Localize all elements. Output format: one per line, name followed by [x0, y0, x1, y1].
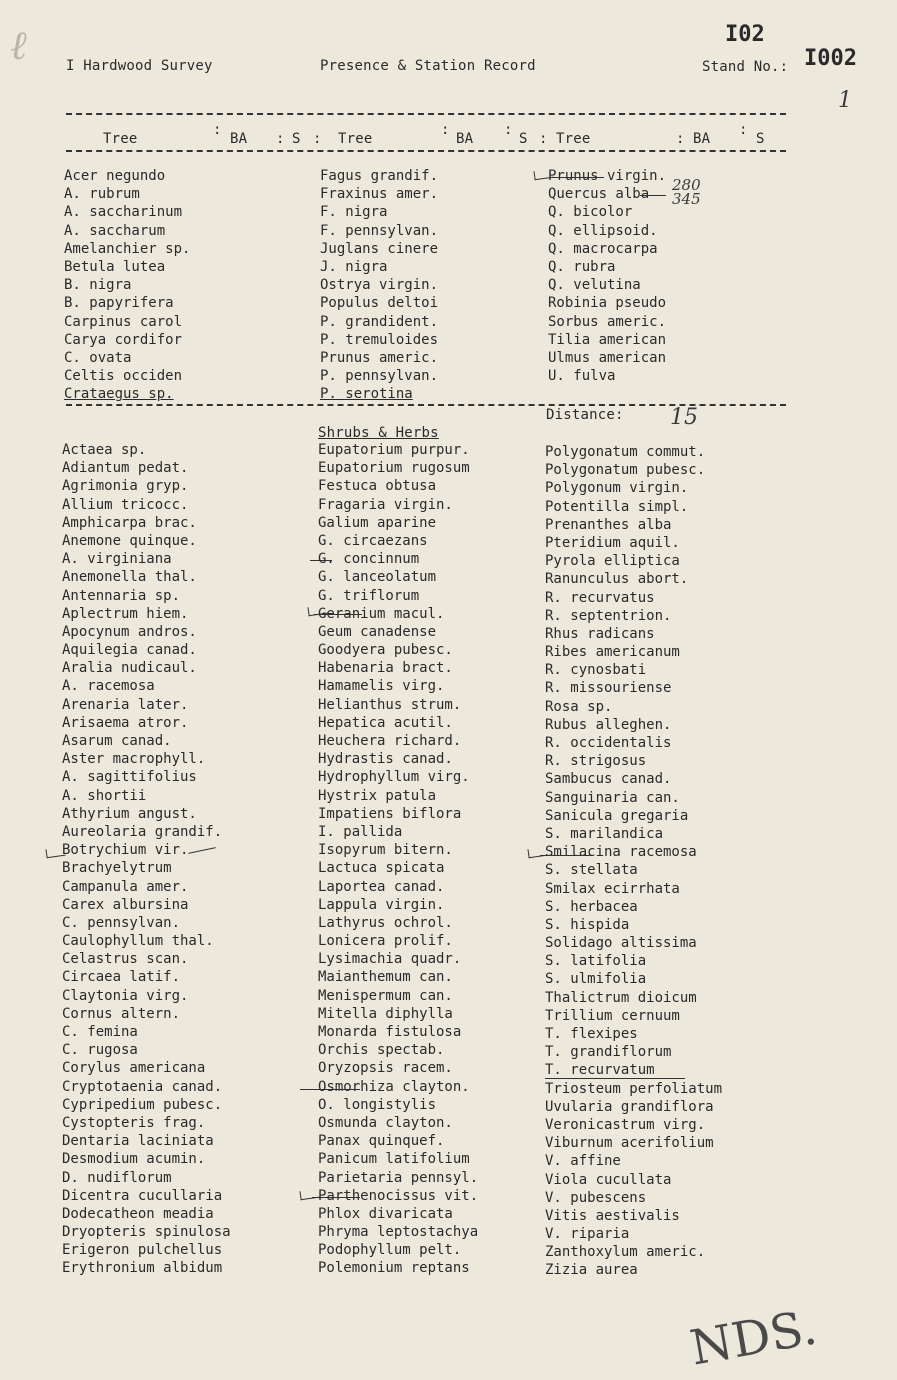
tree-entry: U. fulva — [548, 368, 616, 385]
herb-entry: Parietaria pennsyl. — [318, 1169, 479, 1186]
herb-entry: Dentaria laciniata — [62, 1133, 214, 1150]
herb-entry: Corylus americana — [62, 1060, 206, 1077]
herb-entry: Polygonatum commut. — [545, 444, 706, 460]
tree-entry: B. nigra — [64, 277, 132, 294]
herb-entry: Thalictrum dioicum — [545, 989, 697, 1006]
herb-entry: Erythronium albidum — [62, 1260, 223, 1277]
tree-entry: Prunus virgin. — [548, 168, 667, 184]
herb-entry: Cornus altern. — [62, 1005, 181, 1022]
herb-entry: Isopyrum bitern. — [318, 842, 453, 859]
herb-entry: Aplectrum hiem. — [62, 605, 189, 622]
herb-entry: Fragaria virgin. — [318, 496, 453, 513]
herb-entry: Lappula virgin. — [318, 896, 445, 913]
herb-entry: Cryptotaenia canad. — [62, 1078, 223, 1095]
herb-entry: A. sagittifolius — [62, 769, 197, 786]
tree-entry: Carya cordifor — [64, 331, 183, 348]
herb-entry: Monarda fistulosa — [318, 1024, 462, 1040]
herb-entry: R. occidentalis — [545, 735, 672, 751]
herb-entry: R. cynosbati — [545, 662, 647, 679]
tree-entry: P. pennsylvan. — [320, 368, 439, 385]
tree-entry: P. tremuloides — [320, 331, 439, 348]
herb-entry: Trillium cernuum — [545, 1007, 680, 1024]
header-sep: : — [539, 131, 548, 147]
survey-name: I Hardwood Survey — [66, 58, 213, 74]
herb-entry: Smilax ecirrhata — [545, 880, 680, 897]
header-rule-top — [66, 113, 786, 115]
tree-entry: Prunus americ. — [320, 349, 439, 366]
tree-list-col3 — [548, 167, 666, 385]
tree-list-col2 — [320, 167, 438, 403]
herb-entry: Aureolaria grandif. — [62, 823, 223, 840]
herb-entry: Podophyllum pelt. — [318, 1242, 462, 1259]
herb-entry: Eupatorium purpur. — [318, 442, 470, 458]
herb-entry: I. pallida — [318, 823, 403, 840]
herb-entry: C. femina — [62, 1024, 138, 1040]
herb-entry: Brachyelytrum — [62, 860, 172, 877]
herb-entry: Phryma leptostachya — [318, 1224, 479, 1241]
herb-entry: Rhus radicans — [545, 625, 655, 642]
tree-entry: P. grandident. — [320, 313, 439, 330]
herb-entry: Viburnum acerifolium — [545, 1135, 714, 1152]
herb-entry: Anemonella thal. — [62, 569, 197, 586]
herb-entry: Hamamelis virg. — [318, 678, 445, 695]
tree-entry: P. serotina — [320, 386, 413, 403]
strike-mark — [312, 1197, 360, 1198]
tree-entry: F. pennsylvan. — [320, 222, 439, 239]
check-mark — [299, 1189, 319, 1201]
header-ba-2: BA — [456, 131, 474, 147]
herb-entry: Galium aparine — [318, 514, 437, 531]
herb-entry: A. racemosa — [62, 678, 155, 695]
header-sep: : — [504, 122, 513, 138]
herb-entry: R. missouriense — [545, 680, 672, 697]
herb-entry: Helianthus strum. — [318, 696, 462, 713]
stand-stamp: I02 — [725, 22, 765, 47]
herb-entry: S. herbacea — [545, 898, 638, 915]
herb-entry: Caulophyllum thal. — [62, 933, 214, 950]
reviewer-signature: NDS. — [686, 1299, 821, 1377]
header-tree-1: Tree — [103, 131, 138, 147]
herb-list-col1 — [62, 441, 231, 1278]
herb-entry: Veronicastrum virg. — [545, 1116, 706, 1133]
herb-entry: Aquilegia canad. — [62, 642, 197, 659]
header-sep: : — [739, 122, 748, 138]
herb-entry: D. nudiflorum — [62, 1169, 172, 1186]
distance-label: Distance: — [546, 407, 624, 423]
herb-entry: Vitis aestivalis — [545, 1207, 680, 1224]
herb-entry: T. grandiflorum — [545, 1044, 672, 1061]
strike-mark — [314, 614, 362, 615]
herb-entry: Pyrola elliptica — [545, 553, 680, 570]
tree-entry: Betula lutea — [64, 258, 166, 275]
tree-entry: F. nigra — [320, 204, 388, 221]
herb-entry: S. latifolia — [545, 953, 647, 970]
herb-entry: Hepatica acutil. — [318, 714, 453, 731]
header-s-3: S — [756, 131, 765, 147]
header-sep: : — [213, 122, 222, 138]
tree-entry: A. saccharinum — [64, 204, 183, 221]
herb-entry: Aster macrophyll. — [62, 751, 206, 768]
tree-entry: Juglans cinere — [320, 240, 439, 257]
herb-entry: Lonicera prolif. — [318, 933, 453, 950]
herb-entry: Goodyera pubesc. — [318, 642, 453, 659]
herb-entry: V. riparia — [545, 1226, 630, 1243]
herb-entry: Lathyrus ochrol. — [318, 914, 453, 931]
tree-entry: Q. velutina — [548, 277, 641, 294]
alba-note-line-1: 280 — [672, 176, 701, 194]
herb-entry: Solidago altissima — [545, 935, 697, 952]
herb-entry: Panax quinquef. — [318, 1133, 445, 1150]
herb-entry: Viola cucullata — [545, 1171, 672, 1188]
herb-entry: C. rugosa — [62, 1042, 138, 1059]
herb-entry: Oryzopsis racem. — [318, 1060, 453, 1077]
herb-entry: Sambucus canad. — [545, 771, 672, 788]
herb-entry: Cystopteris frag. — [62, 1114, 206, 1131]
dash-mark — [640, 195, 666, 196]
herb-entry: Adiantum pedat. — [62, 460, 189, 477]
header-ba-1: BA — [230, 131, 248, 147]
herb-entry: G. concinnum — [318, 551, 420, 568]
strike-mark — [552, 177, 604, 178]
herb-entry: Dryopteris spinulosa — [62, 1224, 231, 1241]
herb-entry: T. flexipes — [545, 1026, 638, 1042]
alba-note — [672, 178, 701, 206]
herb-entry: R. septentrion. — [545, 607, 672, 624]
herb-entry: Sanguinaria can. — [545, 789, 680, 806]
tree-entry: Ulmus american — [548, 349, 667, 366]
herb-list-col3 — [545, 443, 722, 1280]
herb-entry: Festuca obtusa — [318, 478, 437, 495]
herb-entry: Eupatorium rugosum — [318, 460, 470, 477]
herb-entry: Geum canadense — [318, 623, 437, 640]
tree-entry: Amelanchier sp. — [64, 240, 191, 257]
herb-entry: Sanicula gregaria — [545, 807, 689, 824]
herb-entry: Desmodium acumin. — [62, 1151, 206, 1168]
herb-entry: Orchis spectab. — [318, 1042, 445, 1059]
herb-entry: S. hispida — [545, 916, 630, 933]
herb-entry: Hystrix patula — [318, 787, 437, 804]
herb-entry: Rubus alleghen. — [545, 716, 672, 733]
tree-entry: J. nigra — [320, 258, 388, 275]
strike-mark — [300, 1089, 360, 1090]
header-tree-2: Tree — [338, 131, 373, 147]
herb-entry: Menispermum can. — [318, 987, 453, 1004]
herb-entry: Uvularia grandiflora — [545, 1098, 714, 1115]
herb-entry: Arenaria later. — [62, 696, 189, 713]
herb-entry: Amphicarpa brac. — [62, 514, 197, 531]
herb-entry: Heuchera richard. — [318, 733, 462, 749]
herb-entry: O. longistylis — [318, 1096, 437, 1113]
tree-entry: Q. bicolor — [548, 204, 633, 221]
header-sep: : — [276, 131, 285, 147]
herb-entry: Allium tricocc. — [62, 496, 189, 513]
alba-note-line-2: 345 — [672, 190, 701, 208]
herb-entry: R. strigosus — [545, 753, 647, 770]
shrubs-herbs-heading: Shrubs & Herbs — [318, 425, 439, 441]
tree-entry: Robinia pseudo — [548, 295, 667, 312]
tree-entry: Fagus grandif. — [320, 168, 439, 184]
herb-entry: Zizia aurea — [545, 1262, 638, 1279]
herb-entry: Actaea sp. — [62, 442, 147, 458]
tree-entry: Fraxinus amer. — [320, 186, 439, 203]
herb-entry: Triosteum perfoliatum — [545, 1080, 723, 1097]
tree-list-col1 — [64, 167, 190, 403]
herb-entry: Mitella diphylla — [318, 1005, 453, 1022]
herb-entry: S. stellata — [545, 862, 638, 879]
herb-entry: Laportea canad. — [318, 878, 445, 895]
strike-mark — [540, 855, 592, 856]
herb-entry: Botrychium vir. — [62, 842, 189, 859]
tree-entry: Q. rubra — [548, 258, 616, 275]
herb-entry: Athyrium angust. — [62, 805, 197, 822]
herb-entry: Asarum canad. — [62, 733, 172, 749]
herb-entry: Celastrus scan. — [62, 951, 189, 968]
header-sep: : — [441, 122, 450, 138]
herb-entry: Impatiens biflora — [318, 805, 462, 822]
herb-entry: Anemone quinque. — [62, 532, 197, 549]
herb-entry: Rosa sp. — [545, 698, 613, 715]
tree-entry: Celtis occiden — [64, 368, 183, 385]
herb-entry: Lactuca spicata — [318, 860, 445, 877]
herb-entry: Ranunculus abort. — [545, 571, 689, 588]
herb-entry: Maianthemum can. — [318, 969, 453, 986]
herb-entry: G. circaezans — [318, 532, 428, 549]
header-sep: : — [676, 131, 685, 147]
tree-entry: Tilia american — [548, 331, 667, 348]
stand-number-value: I002 — [804, 46, 857, 71]
herb-entry: Hydrastis canad. — [318, 751, 453, 768]
herb-entry: Polygonatum pubesc. — [545, 462, 706, 479]
herb-entry: Osmorhiza clayton. — [318, 1078, 470, 1095]
distance-value: 15 — [670, 405, 698, 430]
header-rule-bottom — [66, 150, 786, 152]
herb-entry: S. marilandica — [545, 825, 664, 842]
stand-number-extra: 1 — [838, 88, 852, 113]
herb-entry: Aralia nudicaul. — [62, 660, 197, 677]
herb-entry: Ribes americanum — [545, 644, 680, 661]
tree-entry: Sorbus americ. — [548, 313, 667, 330]
herb-entry: Zanthoxylum americ. — [545, 1244, 706, 1261]
tree-entry: A. rubrum — [64, 186, 140, 203]
herb-entry: Hydrophyllum virg. — [318, 769, 470, 786]
herb-entry: Osmunda clayton. — [318, 1114, 453, 1131]
strike-mark — [310, 560, 332, 561]
herb-entry: Agrimonia gryp. — [62, 478, 189, 495]
herb-entry: Parthenocissus vit. — [318, 1187, 479, 1204]
herb-entry: C. pennsylvan. — [62, 914, 181, 931]
herb-entry: Apocynum andros. — [62, 623, 197, 640]
herb-entry: Cypripedium pubesc. — [62, 1096, 223, 1113]
herb-entry: A. virginiana — [62, 551, 172, 568]
header-tree-3: Tree — [556, 131, 591, 147]
tree-entry: Carpinus carol — [64, 313, 183, 330]
herb-entry: V. affine — [545, 1153, 621, 1170]
herb-entry: Smilacina racemosa — [545, 844, 697, 861]
header-s-1: S — [292, 131, 301, 147]
herb-entry: Polemonium reptans — [318, 1260, 470, 1277]
herb-list-col2 — [318, 441, 478, 1278]
herb-entry: Potentilla simpl. — [545, 498, 689, 515]
herb-entry: Carex albursina — [62, 896, 189, 913]
herb-entry: S. ulmifolia — [545, 971, 647, 988]
herb-entry: Claytonia virg. — [62, 987, 189, 1004]
tree-entry: Populus deltoi — [320, 295, 439, 312]
tree-entry: Crataegus sp. — [64, 386, 174, 403]
tree-entry: Acer negundo — [64, 168, 166, 184]
herb-entry: Pteridium aquil. — [545, 534, 680, 551]
tree-entry: C. ovata — [64, 349, 132, 366]
tree-entry: B. papyrifera — [64, 295, 174, 312]
header-s-2: S — [519, 131, 528, 147]
herb-entry: Antennaria sp. — [62, 587, 181, 604]
herb-entry: Erigeron pulchellus — [62, 1242, 223, 1259]
strike-mark — [545, 1078, 685, 1079]
herb-entry: Geranium macul. — [318, 605, 445, 622]
herb-entry: G. lanceolatum — [318, 569, 437, 586]
header-sep: : — [313, 131, 322, 147]
tree-entry: Q. macrocarpa — [548, 240, 658, 257]
herb-entry: Circaea latif. — [62, 969, 181, 986]
herb-entry: R. recurvatus — [545, 589, 655, 606]
herb-entry: Panicum latifolium — [318, 1151, 470, 1168]
herb-entry: Campanula amer. — [62, 878, 189, 895]
herb-entry: A. shortii — [62, 787, 147, 804]
herb-entry: Lysimachia quadr. — [318, 951, 462, 968]
herb-entry: Polygonum virgin. — [545, 480, 689, 497]
tree-entry: Quercus alba — [548, 186, 650, 203]
herb-entry: T. recurvatum — [545, 1062, 655, 1079]
stand-number-label: Stand No.: — [702, 59, 789, 75]
herb-entry: G. triflorum — [318, 587, 420, 604]
herb-entry: V. pubescens — [545, 1189, 647, 1206]
tree-entry: Ostrya virgin. — [320, 277, 439, 294]
tree-entry: Q. ellipsoid. — [548, 222, 658, 239]
herb-entry: Dicentra cucullaria — [62, 1187, 223, 1204]
herb-entry: Dodecatheon meadia — [62, 1205, 214, 1222]
herb-entry: Phlox divaricata — [318, 1205, 453, 1222]
herb-entry: Habenaria bract. — [318, 660, 453, 677]
herb-entry: Arisaema atror. — [62, 714, 189, 731]
header-ba-3: BA — [693, 131, 711, 147]
faint-corner-scribble: ℓ — [10, 23, 27, 69]
herb-entry: Prenanthes alba — [545, 516, 672, 533]
form-title: Presence & Station Record — [320, 58, 536, 74]
tree-entry: A. saccharum — [64, 222, 166, 239]
